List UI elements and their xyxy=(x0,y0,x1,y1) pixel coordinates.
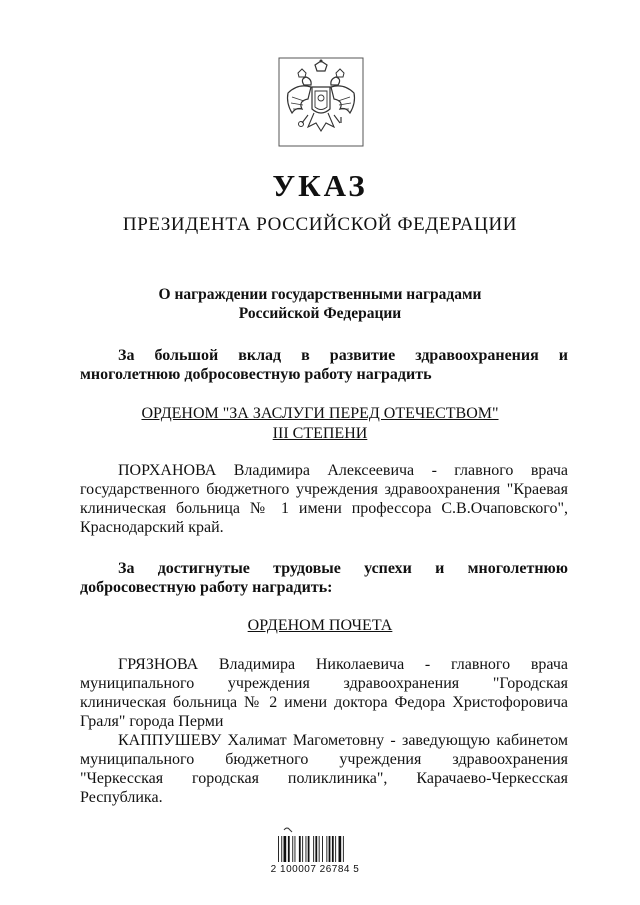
barcode-number: 2 100007 26784 5 xyxy=(270,864,360,875)
decree-heading-line-2: Российской Федерации xyxy=(238,305,402,322)
section-2-award-label: ОРДЕНОМ ПОЧЕТА xyxy=(247,617,393,634)
section-2-intro-line-1: За достигнутые трудовые успехи и многолетнюю xyxy=(118,560,568,577)
section-1-intro-line-2: многолетнюю добросовестную работу наградить xyxy=(80,366,432,383)
decree-heading-line-1: О награждении государственными наградами xyxy=(158,286,482,303)
section-1-intro-line-1: За большой вклад в развитие здравоохранения и xyxy=(118,347,568,364)
section-1-recipient: ПОРХАНОВА Владимира Алексеевича - главного врача государственного бюджетного учреждения здравоохранения "Краевая клиническая больница № 1 имени профессора С.В.Очаповского", Краснодарский край. xyxy=(80,462,568,536)
section-2-award xyxy=(0,616,640,636)
section-1-award-line-1: ОРДЕНОМ "ЗА ЗАСЛУГИ ПЕРЕД ОТЕЧЕСТВОМ" xyxy=(141,405,499,422)
state-emblem-icon xyxy=(278,57,364,147)
recipient-item: ГРЯЗНОВА Владимира Николаевича - главного врача муниципального учреждения здравоохранения "Городская клиническая больница № 2 имени доктора Федора Христофоровича Граля" города Перми xyxy=(80,656,568,730)
decree-heading xyxy=(0,285,640,323)
recipient-item: КАППУШЕВУ Халимат Магометовну - заведующую кабинетом муниципального бюджетного учреждения здравоохранения "Черкесская городская поликлиника", Карачаево-Черкесская Республика. xyxy=(80,732,568,806)
document-title: УКАЗ xyxy=(272,168,368,203)
section-2-recipients xyxy=(80,655,568,807)
double-headed-eagle-emblem-icon xyxy=(278,57,364,147)
section-2-intro-line-2: добросовестную работу наградить: xyxy=(80,579,333,596)
section-2-intro xyxy=(80,559,568,597)
section-1-award xyxy=(0,404,640,444)
section-1-intro xyxy=(80,346,568,384)
document-subtitle: ПРЕЗИДЕНТА РОССИЙСКОЙ ФЕДЕРАЦИИ xyxy=(122,214,518,235)
barcode-icon xyxy=(262,824,382,894)
section-1-award-line-2: III СТЕПЕНИ xyxy=(272,425,368,442)
